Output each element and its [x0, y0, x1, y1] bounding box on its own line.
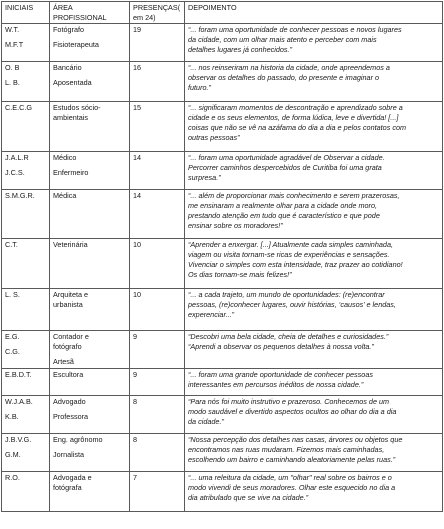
cell-initials — [2, 190, 50, 239]
cell-initials-line: W.J.A.B. — [5, 397, 33, 407]
cell-depoimento-line: “Descobri uma bela cidade, cheia de detalhes e curiosidades.” — [188, 332, 389, 342]
cell-area-line: Eng. agrônomo — [53, 435, 103, 445]
cell-depoimento-line: cidade e os seus elementos, de forma lúdica, leve e divertida! [...] — [188, 113, 399, 123]
cell-depoimento-line: viagem ou visita tornam-se ricas de experiências e sensações. — [188, 250, 390, 260]
cell-initials — [2, 396, 50, 434]
cell-depoimento-line: prestando atenção em tudo que é característico e que pode — [188, 210, 380, 220]
cell-depoimento-line: futuro.” — [188, 82, 211, 92]
cell-area — [50, 331, 130, 369]
table-row — [2, 102, 443, 152]
cell-depoimento-line: “... a cada trajeto, um mundo de oportunidades: (re)encontrar — [188, 290, 385, 300]
cell-initials — [2, 369, 50, 396]
cell-depoimento-line: modo vivendi de seus moradores. Olhar este esquecido no dia a — [188, 483, 396, 493]
cell-area-line: Bancário — [53, 63, 82, 73]
cell-presencas-value: 19 — [133, 25, 142, 35]
cell-depoimento-line: encontramos nas ruas mudaram. Fizemos mais caminhadas, — [188, 445, 385, 455]
cell-area-line: Professora — [53, 412, 89, 422]
cell-presencas-value: 9 — [133, 332, 138, 342]
cell-depoimento-line: “... foram uma oportunidade agradável de Observar a cidade. — [188, 153, 385, 163]
cell-area-line: Advogada e — [53, 473, 92, 483]
cell-area-line: urbanista — [53, 300, 83, 310]
table-row — [2, 396, 443, 434]
cell-area-line: Fotógrafo — [53, 25, 85, 35]
cell-presencas-value: 10 — [133, 240, 142, 250]
cell-depoimento — [185, 331, 443, 369]
cell-initials-line: S.M.G.R. — [5, 191, 35, 201]
cell-initials — [2, 434, 50, 472]
header-depoimento: DEPOIMENTO — [185, 2, 443, 24]
cell-presencas — [130, 62, 185, 102]
table-row — [2, 239, 443, 289]
cell-area-line: Estudos sócio- — [53, 103, 101, 113]
cell-presencas-value: 14 — [133, 153, 142, 163]
cell-depoimento-line: dia atribulado que se vive na cidade.” — [188, 492, 309, 502]
cell-area — [50, 102, 130, 152]
cell-area-line: fotógrafa — [53, 483, 82, 493]
cell-area-line: Escultora — [53, 370, 84, 380]
cell-area-line: Advogado — [53, 397, 86, 407]
cell-area — [50, 24, 130, 62]
cell-area — [50, 434, 130, 472]
cell-area — [50, 152, 130, 190]
table-row — [2, 369, 443, 396]
cell-depoimento-line: “Aprendi a observar os pequenos detalhes à nossa volta.” — [188, 342, 374, 352]
cell-initials — [2, 331, 50, 369]
cell-depoimento — [185, 102, 443, 152]
cell-presencas-value: 14 — [133, 191, 142, 201]
cell-depoimento-line: “Aprender a enxergar. [...] Atualmente cada simples caminhada, — [188, 240, 393, 250]
cell-initials-line: M.F.T — [5, 40, 24, 50]
cell-area-line: Jornalista — [53, 450, 85, 460]
cell-presencas — [130, 396, 185, 434]
cell-area — [50, 369, 130, 396]
table-row — [2, 331, 443, 369]
cell-presencas — [130, 369, 185, 396]
cell-initials — [2, 152, 50, 190]
cell-depoimento-line: surpresa.” — [188, 172, 221, 182]
cell-initials-line: E.B.D.T. — [5, 370, 32, 380]
cell-presencas — [130, 102, 185, 152]
cell-presencas-value: 10 — [133, 290, 142, 300]
cell-presencas — [130, 152, 185, 190]
header-area: ÁREA PROFISSIONAL — [50, 2, 130, 24]
cell-depoimento-line: “... significaram momentos de descontração e aprendizado sobre a — [188, 103, 403, 113]
cell-depoimento-line: ensinar sobre os moradores!” — [188, 220, 283, 230]
cell-area — [50, 289, 130, 331]
cell-area — [50, 396, 130, 434]
cell-depoimento-line: observar os detalhes do passado, do presente e imaginar o — [188, 73, 380, 83]
cell-area-line: Médica — [53, 191, 77, 201]
cell-presencas-value: 7 — [133, 473, 138, 483]
cell-initials-line: G.M. — [5, 450, 21, 460]
cell-depoimento — [185, 152, 443, 190]
cell-initials — [2, 102, 50, 152]
cell-presencas-value: 9 — [133, 370, 138, 380]
cell-depoimento-line: “... uma releitura da cidade, um "olhar" real sobre os bairros e o — [188, 473, 392, 483]
cell-depoimento-line: outras pessoas” — [188, 132, 240, 142]
cell-depoimento — [185, 190, 443, 239]
cell-area-line: Artesã — [53, 356, 74, 366]
table-row — [2, 152, 443, 190]
cell-initials-line: J.A.L.R — [5, 153, 29, 163]
cell-depoimento-line: “Para nós foi muito instrutivo e prazeroso. Conhecemos de um — [188, 397, 390, 407]
cell-depoimento-line: “... foram uma oportunidade de conhecer pessoas e novos lugares — [188, 25, 402, 35]
cell-depoimento — [185, 289, 443, 331]
cell-depoimento-line: da cidade, com um olhar mais atento e perceber com mais — [188, 35, 377, 45]
testimonials-table — [1, 1, 443, 512]
cell-depoimento-line: coisas que não se vê na azáfama do dia a dia e pelos contatos com — [188, 122, 407, 132]
cell-depoimento-line: escolhendo um bairro e caminhando aleatoriamente pelas ruas.” — [188, 454, 396, 464]
table-row — [2, 24, 443, 62]
cell-initials-line: R.O. — [5, 473, 20, 483]
cell-area — [50, 190, 130, 239]
cell-presencas-value: 16 — [133, 63, 142, 73]
cell-depoimento-line: Vivenciar o simples com esta intensidade, traz prazer ao cotidiano! — [188, 259, 403, 269]
cell-presencas — [130, 434, 185, 472]
cell-initials-line: J.C.S. — [5, 168, 25, 178]
cell-area-line: Arquiteta e — [53, 290, 89, 300]
cell-initials-line: C.G. — [5, 347, 20, 357]
cell-presencas — [130, 472, 185, 512]
cell-initials — [2, 24, 50, 62]
cell-initials-line: L. B. — [5, 78, 20, 88]
cell-depoimento-line: “Nossa percepção dos detalhes nas casas, árvores ou objetos que — [188, 435, 403, 445]
cell-area-line: Contador e — [53, 332, 89, 342]
cell-initials-line: J.B.V.G. — [5, 435, 32, 445]
cell-depoimento-line: da cidade.” — [188, 416, 224, 426]
cell-depoimento — [185, 24, 443, 62]
cell-depoimento — [185, 472, 443, 512]
cell-initials-line: C.T. — [5, 240, 18, 250]
cell-depoimento — [185, 434, 443, 472]
cell-area-line: Fisioterapeuta — [53, 40, 99, 50]
cell-initials — [2, 289, 50, 331]
cell-area-line: fotógrafo — [53, 342, 82, 352]
cell-depoimento-line: me ensinaram a realmente olhar para a cidade onde moro, — [188, 201, 378, 211]
cell-area — [50, 472, 130, 512]
cell-area-line: Veterinária — [53, 240, 88, 250]
cell-depoimento-line: “... nos reinseriram na historia da cidade, onde apreendemos a — [188, 63, 390, 73]
cell-depoimento-line: pessoas, (re)conhecer lugares, ouvir histórias, ‘causos’ e lendas, — [188, 300, 396, 310]
table-row — [2, 472, 443, 512]
table-row — [2, 289, 443, 331]
cell-depoimento-line: Percorrer caminhos despercebidos de Curitiba foi uma grata — [188, 163, 382, 173]
cell-presencas — [130, 289, 185, 331]
cell-depoimento — [185, 369, 443, 396]
cell-area — [50, 239, 130, 289]
cell-depoimento-line: interessantes em percursos inéditos de nossa cidade.” — [188, 380, 364, 390]
cell-initials-line: K.B. — [5, 412, 19, 422]
cell-depoimento-line: Os dias tornam-se mais felizes!” — [188, 269, 292, 279]
cell-presencas-value: 15 — [133, 103, 142, 113]
header-initials: INICIAIS — [2, 2, 50, 24]
cell-initials — [2, 239, 50, 289]
cell-presencas — [130, 24, 185, 62]
cell-initials-line: E.G. — [5, 332, 20, 342]
cell-area — [50, 62, 130, 102]
cell-presencas — [130, 190, 185, 239]
cell-initials — [2, 62, 50, 102]
cell-presencas — [130, 239, 185, 289]
cell-area-line: Enfermeiro — [53, 168, 89, 178]
cell-depoimento — [185, 62, 443, 102]
table-header-row — [2, 2, 443, 24]
cell-presencas-value: 8 — [133, 397, 138, 407]
cell-depoimento-line: detalhes lugares já conhecidos.” — [188, 44, 292, 54]
table-row — [2, 434, 443, 472]
table-row — [2, 62, 443, 102]
cell-depoimento-line: “... além de proporcionar mais conhecimento e serem prazerosas, — [188, 191, 400, 201]
cell-initials-line: L. S. — [5, 290, 20, 300]
cell-initials — [2, 472, 50, 512]
cell-initials-line: W.T. — [5, 25, 20, 35]
cell-depoimento — [185, 396, 443, 434]
cell-presencas-value: 8 — [133, 435, 138, 445]
cell-depoimento-line: modo saudável e divertido aspectos ocultos ao olhar do dia a dia — [188, 407, 397, 417]
header-presencas: PRESENÇAS( em 24) — [130, 2, 185, 24]
cell-area-line: Aposentada — [53, 78, 92, 88]
cell-initials-line: O. B — [5, 63, 20, 73]
cell-initials-line: C.E.C.G — [5, 103, 32, 113]
cell-depoimento-line: experenciar...” — [188, 309, 235, 319]
cell-depoimento-line: “... foram uma grande oportunidade de conhecer pessoas — [188, 370, 373, 380]
cell-area-line: Médico — [53, 153, 77, 163]
cell-presencas — [130, 331, 185, 369]
cell-depoimento — [185, 239, 443, 289]
cell-area-line: ambientais — [53, 113, 89, 123]
table-row — [2, 190, 443, 239]
